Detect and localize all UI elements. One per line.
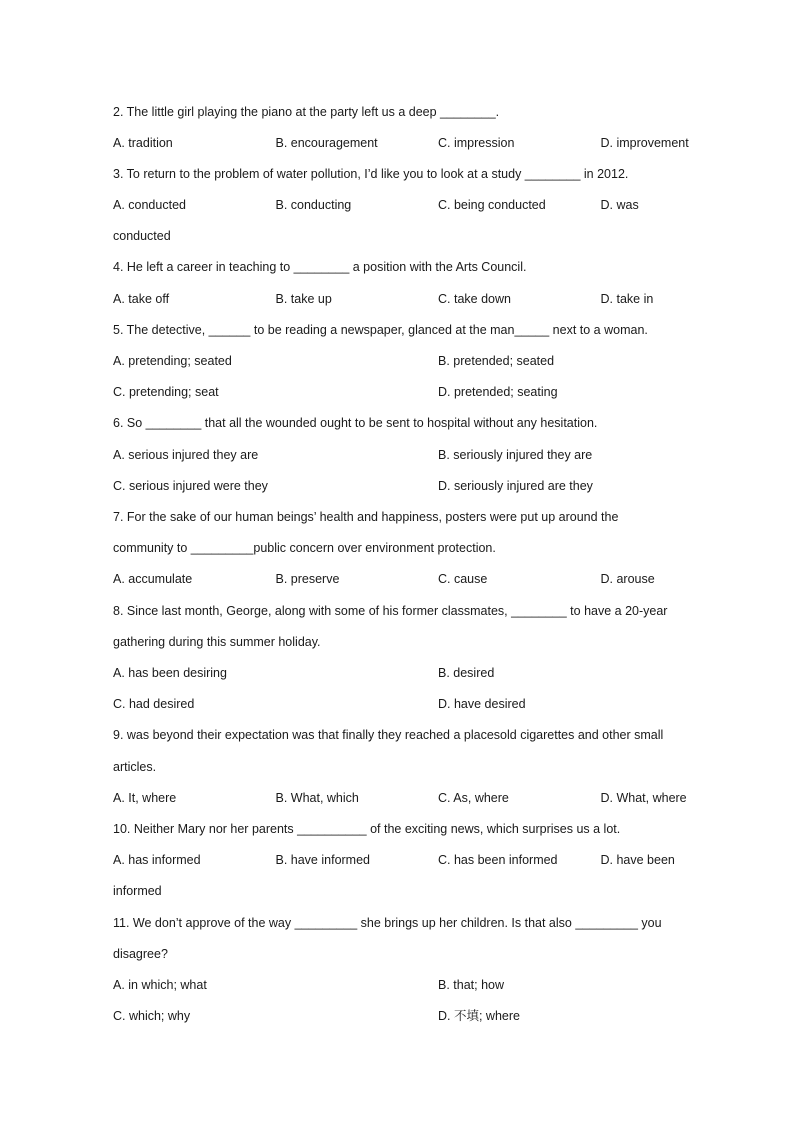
option-a: A. tradition	[113, 136, 173, 150]
question-8-options-row-2	[113, 694, 713, 714]
option-b: B. preserve	[275, 572, 340, 586]
option-c: C. which; why	[113, 1009, 191, 1023]
question-11-options-row-2	[113, 1006, 713, 1026]
option-b: B. pretended; seated	[438, 354, 555, 368]
option-c: C. serious injured were they	[113, 479, 268, 493]
question-7-stem-line-1: 7. For the sake of our human beings’ health and happiness, posters were put up around the	[113, 510, 619, 524]
option-c: C. take down	[438, 292, 511, 306]
question-5-stem: 5. The detective, ______ to be reading a newspaper, glanced at the man_____ next to a woman.	[113, 323, 648, 337]
question-6-options-row-2	[113, 476, 713, 496]
question-3-options	[113, 195, 713, 215]
option-c: C. As, where	[438, 791, 509, 805]
option-a: A. in which; what	[113, 978, 207, 992]
question-8-stem-line-1: 8. Since last month, George, along with some of his former classmates, ________ to have a 20-year	[113, 604, 668, 618]
question-6-options-row-1	[113, 445, 713, 465]
question-4-options	[113, 289, 713, 309]
option-d: D. arouse	[600, 572, 655, 586]
question-9-stem-line-1: 9. was beyond their expectation was that finally they reached a placesold cigarettes and other small	[113, 728, 664, 742]
option-c: C. impression	[438, 136, 515, 150]
question-8-stem-line-2: gathering during this summer holiday.	[113, 635, 321, 649]
option-c: C. being conducted	[438, 198, 546, 212]
option-a: A. take off	[113, 292, 170, 306]
option-d: D. improvement	[600, 136, 689, 150]
option-b: B. take up	[275, 292, 332, 306]
option-b: B. have informed	[275, 853, 370, 867]
option-c: C. had desired	[113, 697, 195, 711]
question-10-option-overflow: informed	[113, 884, 162, 898]
option-c: C. cause	[438, 572, 488, 586]
question-11-stem-line-1: 11. We don’t approve of the way _________ she brings up her children. Is that also _________ you	[113, 916, 662, 930]
option-c: C. has been informed	[438, 853, 558, 867]
option-a: A. serious injured they are	[113, 448, 259, 462]
option-a: A. accumulate	[113, 572, 193, 586]
question-5-options-row-2	[113, 382, 713, 402]
option-b: B. conducting	[275, 198, 352, 212]
question-11-options-row-1	[113, 975, 713, 995]
option-d: D. take in	[600, 292, 654, 306]
option-d: D. What, where	[600, 791, 687, 805]
question-8-options-row-1	[113, 663, 713, 683]
option-a: A. has informed	[113, 853, 201, 867]
question-11-stem-line-2: disagree?	[113, 947, 168, 961]
question-9-stem-line-2: articles.	[113, 760, 157, 774]
question-10-options	[113, 850, 713, 870]
question-2-stem: 2. The little girl playing the piano at the party left us a deep ________.	[113, 105, 500, 119]
option-b: B. What, which	[275, 791, 359, 805]
question-10-stem: 10. Neither Mary nor her parents __________ of the exciting news, which surprises us a lot.	[113, 822, 621, 836]
option-b: B. encouragement	[275, 136, 378, 150]
question-5-options-row-1	[113, 351, 713, 371]
question-7-stem-line-2: community to _________public concern over environment protection.	[113, 541, 496, 555]
option-d: D. seriously injured are they	[438, 479, 593, 493]
question-6-stem: 6. So ________ that all the wounded ought to be sent to hospital without any hesitation.	[113, 416, 598, 430]
question-2-options	[113, 133, 713, 153]
option-d: D. have been	[600, 853, 675, 867]
option-b: B. seriously injured they are	[438, 448, 593, 462]
option-a: A. pretending; seated	[113, 354, 232, 368]
option-b: B. that; how	[438, 978, 505, 992]
option-d: D. 不填; where	[438, 1009, 520, 1023]
question-3-option-overflow: conducted	[113, 229, 171, 243]
option-d: D. pretended; seating	[438, 385, 558, 399]
question-9-options	[113, 788, 713, 808]
option-a: A. It, where	[113, 791, 177, 805]
question-3-stem: 3. To return to the problem of water pollution, I’d like you to look at a study ________ in 2012.	[113, 167, 629, 181]
question-7-options	[113, 569, 713, 589]
option-a: A. conducted	[113, 198, 186, 212]
option-d: D. was	[600, 198, 639, 212]
option-c: C. pretending; seat	[113, 385, 219, 399]
question-4-stem: 4. He left a career in teaching to ________ a position with the Arts Council.	[113, 260, 527, 274]
option-a: A. has been desiring	[113, 666, 227, 680]
option-b: B. desired	[438, 666, 495, 680]
option-d: D. have desired	[438, 697, 526, 711]
